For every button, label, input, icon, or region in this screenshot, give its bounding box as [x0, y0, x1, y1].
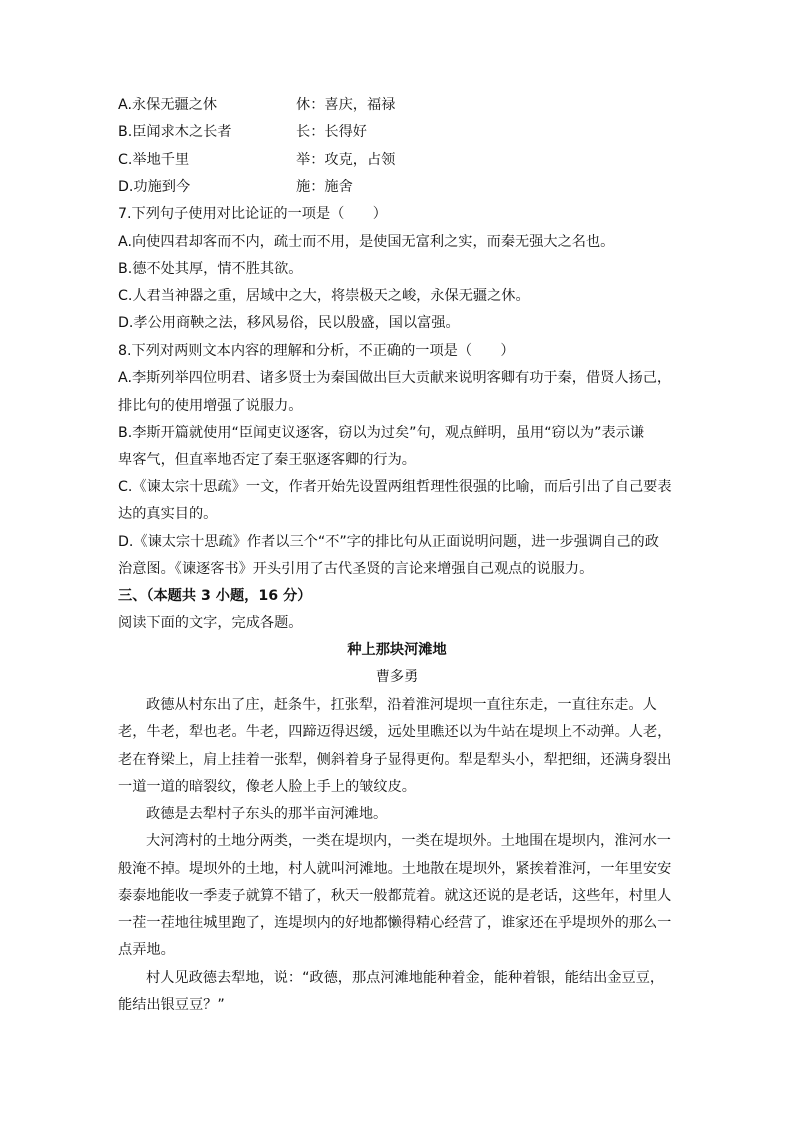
- passage-p1-line2: 老，牛老，犁也老。牛老，四蹄迈得迟缓，远处里瞧还以为牛站在堤坝上不动弹。人老，: [118, 724, 672, 740]
- q7-stem: 7.下列句子使用对比论证的一项是（ ）: [118, 206, 387, 222]
- q6-option-c-phrase: C.举地千里: [118, 152, 190, 168]
- passage-p1-line1: 政德从村东出了庄，赶条牛，扛张犁，沿着淮河堤坝一直往东走，一直往东走。人: [146, 697, 657, 713]
- passage-p3-line3: 泰泰地能收一季麦子就算不错了，秋天一般都荒着。就这还说的是老话，这些年，村里人: [118, 888, 672, 904]
- passage-author: 曹多勇: [375, 669, 419, 685]
- q8-option-c-line2: 达的真实目的。: [118, 506, 218, 522]
- passage-p3-line2: 般淹不掉。堤坝外的土地，村人就叫河滩地。土地散在堤坝外，紧挨着淮河，一年里安安: [118, 861, 672, 877]
- passage-p3-line5: 点弄地。: [118, 942, 175, 958]
- passage-title: 种上那块河滩地: [347, 642, 447, 658]
- q8-option-b-line1: B.李斯开篇就使用“臣闻吏议逐客，窃以为过矣”句，观点鲜明，虽用“窃以为”表示谦: [118, 425, 645, 441]
- q6-option-b-phrase: B.臣闻求木之长者: [118, 124, 232, 140]
- section-instruction: 阅读下面的文字，完成各题。: [118, 615, 303, 631]
- passage-p4-line2: 能结出银豆豆？”: [118, 997, 225, 1013]
- q7-option-c: C.人君当神器之重，居域中之大，将崇极天之峻，永保无疆之休。: [118, 288, 530, 304]
- q6-option-c: [118, 150, 678, 170]
- q8-stem: 8.下列对两则文本内容的理解和分析，不正确的一项是（ ）: [118, 343, 515, 359]
- q8-option-b-line2: 卑客气，但直率地否定了秦王驱逐客卿的行为。: [118, 452, 416, 468]
- q6-option-d: [118, 177, 678, 197]
- q8-option-c-line1: C.《谏太宗十思疏》一文，作者开始先设置两组哲理性很强的比喻，而后引出了自己要表: [118, 479, 672, 495]
- q6-option-b-gloss: 长：长得好: [296, 124, 367, 140]
- q6-option-a-phrase: A.永保无疆之休: [118, 97, 218, 113]
- q7-option-d: D.孝公用商鞅之法，移风易俗，民以殷盛，国以富强。: [118, 315, 460, 331]
- q8-option-d-line2: 治意图。《谏逐客书》开头引用了古代圣贤的言论来增强自己观点的说服力。: [118, 561, 594, 577]
- passage-p3-line1: 大河湾村的土地分两类，一类在堤坝内，一类在堤坝外。土地围在堤坝内，淮河水一: [146, 833, 671, 849]
- q7-option-a: A.向使四君却客而不内，疏士而不用，是使国无富利之实，而秦无强大之名也。: [118, 234, 615, 250]
- q6-option-a: [118, 95, 678, 115]
- q7-option-b: B.德不处其厚，情不胜其欲。: [118, 261, 303, 277]
- passage-p2: 政德是去犁村子东头的那半亩河滩地。: [146, 806, 388, 822]
- q8-option-a-line1: A.李斯列举四位明君、诸多贤士为秦国做出巨大贡献来说明客卿有功于秦，借贤人扬己，: [118, 370, 672, 386]
- q8-option-d-line1: D.《谏太宗十思疏》作者以三个“不”字的排比句从正面说明问题，进一步强调自己的政: [118, 534, 659, 550]
- q6-option-d-phrase: D.功施到今: [118, 179, 191, 195]
- q6-option-c-gloss: 举：攻克，占领: [296, 152, 396, 168]
- passage-p3-line4: 一茬一茬地往城里跑了，连堤坝内的好地都懒得精心经营了，谁家还在乎堤坝外的那么一: [118, 915, 672, 931]
- q6-option-d-gloss: 施：施舍: [296, 179, 353, 195]
- q6-option-b: [118, 122, 678, 142]
- q8-option-a-line2: 排比句的使用增强了说服力。: [118, 398, 303, 414]
- section-heading: 三、（本题共 3 小题，16 分）: [118, 588, 312, 604]
- passage-p1-line3: 老在脊梁上，肩上挂着一张犁，侧斜着身子显得更佝。犁是犁头小，犁把细，还满身裂出: [118, 752, 672, 768]
- passage-p1-line4: 一道一道的暗裂纹，像老人脸上手上的皱纹皮。: [118, 779, 416, 795]
- q6-option-a-gloss: 休：喜庆，福禄: [296, 97, 396, 113]
- passage-p4-line1: 村人见政德去犁地，说：“政德，那点河滩地能种着金，能种着银，能结出金豆豆，: [146, 970, 665, 986]
